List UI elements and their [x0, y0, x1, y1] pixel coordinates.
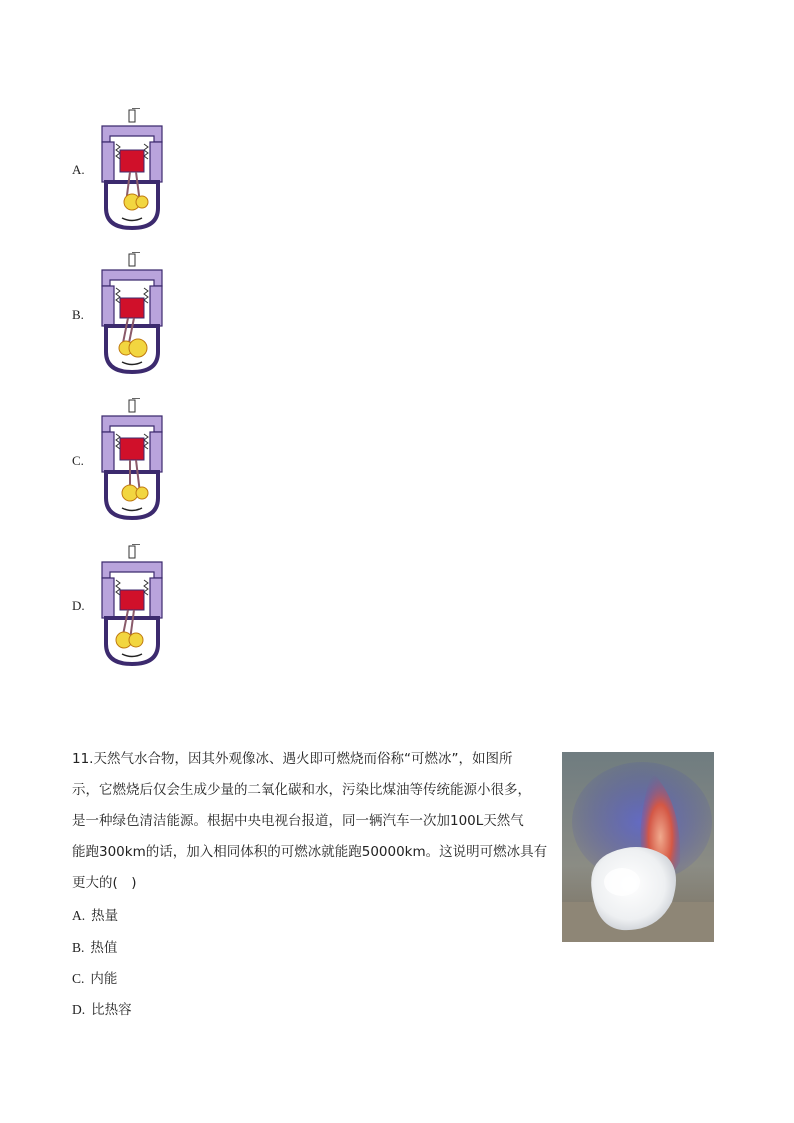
engine-diagram-b	[92, 252, 172, 376]
option-d-label: D.	[72, 598, 85, 613]
question-line-3: 是一种绿色清洁能源。根据中央电视台报道，同一辆汽车一次加100L天然气	[72, 813, 524, 829]
choice-b[interactable]: B. 热值	[72, 940, 118, 956]
choice-d[interactable]: D. 比热容	[72, 1002, 132, 1018]
engine-diagram-d	[92, 544, 172, 668]
option-c-label: C.	[72, 453, 84, 468]
question-line-4: 能跑300km的话，加入相同体积的可燃冰就能跑50000km。这说明可燃冰具有	[72, 844, 548, 860]
choice-a[interactable]: A. 热量	[72, 908, 119, 924]
choice-c[interactable]: C. 内能	[72, 971, 118, 987]
question-line-5: 更大的( )	[72, 875, 137, 891]
question-line-1: 11.天然气水合物，因其外观像冰、遇火即可燃烧而俗称“可燃冰”，如图所	[72, 751, 513, 767]
engine-diagram-a	[92, 108, 172, 232]
option-a-label: A.	[72, 162, 85, 177]
question-11	[72, 744, 562, 899]
engine-diagram-c	[92, 398, 172, 522]
flammable-ice-photo	[562, 752, 714, 942]
option-b-label: B.	[72, 307, 84, 322]
question-line-2: 示，它燃烧后仅会生成少量的二氧化碳和水，污染比煤油等传统能源小很多，	[72, 782, 531, 798]
